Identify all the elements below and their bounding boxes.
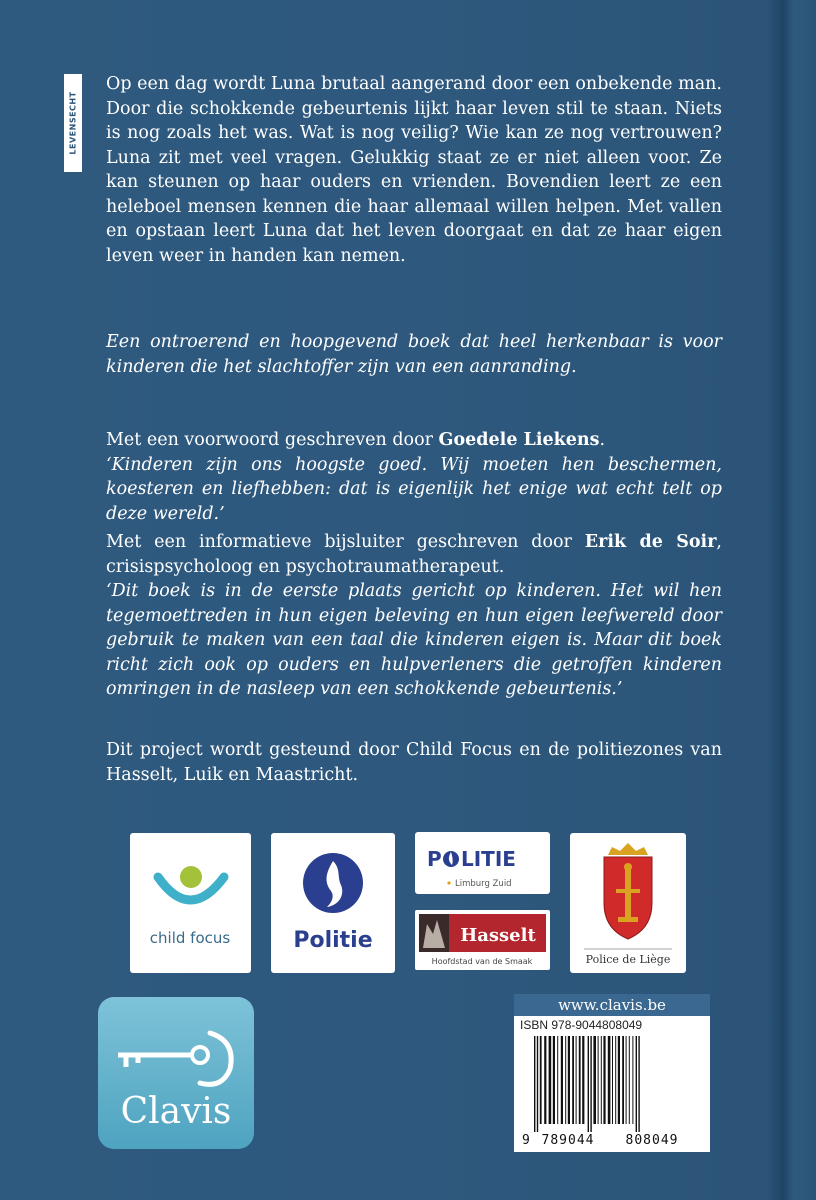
barcode-bar — [565, 1036, 566, 1124]
child-focus-logo — [130, 833, 251, 973]
barcode-bar — [576, 1036, 577, 1124]
barcode-block — [514, 994, 710, 1152]
series-tab — [64, 74, 82, 172]
barcode-bar — [608, 1036, 611, 1124]
leaflet-end: , crisispsycholoog en psychotraumatherapeut. — [106, 532, 722, 577]
tagline — [106, 330, 722, 379]
barcode-bar — [622, 1036, 624, 1124]
publisher-name: Clavis — [120, 1091, 232, 1132]
blurb-paragraph: Op een dag wordt Luna brutaal aangerand door een onbekende man. Door die schokkende gebeurtenis lijkt haar leven stil te staan. Niets is nog zoals het was. Wat is nog veilig? Wie kan ze nog vertrouwen? Luna zit met veel vragen. Gelukkig staat ze er niet alleen voor. Ze kan steunen op haar ouders en vrienden. Bovendien leert ze een heleboel mensen kennen die haar allemaal willen helpen. Met vallen en opstaan leert Luna dat het leven doorgaat en dat ze haar eigen leven weer in handen kan nemen. — [106, 74, 722, 266]
barcode-lead-digit: 9 — [522, 1133, 530, 1148]
barcode-bar — [593, 1036, 596, 1124]
barcode-bar — [568, 1036, 570, 1124]
support-paragraph: Dit project wordt gesteund door Child Focus en de politiezones van Hasselt, Luik en Maastricht. — [106, 740, 722, 785]
barcode-bar — [626, 1036, 627, 1124]
barcode-bar — [618, 1036, 620, 1124]
barcode-bar — [549, 1036, 552, 1124]
hasselt-logo — [415, 910, 550, 970]
barcode-bar — [553, 1036, 555, 1124]
hasselt-name: Hasselt — [460, 925, 536, 946]
blurb — [106, 72, 722, 268]
foreword-end: . — [599, 430, 606, 450]
foreword-quote: ‘Kinderen zijn ons hoogste goed. Wij moeten hen beschermen, koesteren en liefhebben: dat is eigenlijk het enige wat echt telt op deze wereld.’ — [106, 454, 722, 524]
clavis-publisher-logo — [98, 997, 254, 1149]
barcode-bar — [629, 1036, 630, 1124]
support-text — [106, 738, 722, 787]
leaflet-author: Erik de Soir — [584, 532, 717, 552]
barcode-bar — [557, 1036, 558, 1124]
barcode-bar — [572, 1036, 574, 1124]
barcode-bar — [537, 1036, 538, 1132]
barcode-bar — [588, 1036, 589, 1132]
spine-edge — [782, 0, 816, 1200]
police-liege-logo — [570, 833, 686, 973]
barcode-bar — [561, 1036, 563, 1124]
isbn-text: ISBN 978-9044808049 — [520, 1018, 643, 1032]
politie-limburg-zuid-logo — [415, 832, 550, 894]
police-liege-name: Police de Liège — [585, 953, 671, 966]
barcode-bar — [540, 1036, 542, 1124]
foreword-intro: Met een voorwoord geschreven door — [106, 430, 439, 450]
tagline-text: Een ontroerend en hoopgevend boek dat heel herkenbaar is voor kinderen die het slachtoffer zijn van een aanranding. — [106, 332, 722, 377]
politie-lz-subtitle: Limburg Zuid — [455, 879, 512, 889]
barcode-bar — [598, 1036, 599, 1124]
politie-name: Politie — [293, 928, 373, 953]
leaflet-intro: Met een informatieve bijsluiter geschreven door — [106, 532, 585, 552]
politie-logo — [271, 833, 395, 973]
barcode-bar — [590, 1036, 591, 1132]
barcode-bar — [579, 1036, 581, 1124]
politie-lz-word: LITIE — [461, 847, 516, 871]
barcode-bar — [632, 1036, 633, 1124]
barcode-right-group: 808049 — [625, 1133, 679, 1148]
barcode-bar — [603, 1036, 605, 1124]
series-label: LEVENSECHT — [68, 91, 78, 155]
barcode-bar — [615, 1036, 616, 1124]
barcode-bar — [582, 1036, 584, 1124]
barcode-bar — [638, 1036, 639, 1132]
leaflet-section — [106, 530, 722, 702]
barcode-bar — [534, 1036, 535, 1132]
barcode-bar — [601, 1036, 602, 1124]
barcode — [514, 1032, 710, 1150]
barcode-bar — [612, 1036, 613, 1124]
politie-lz-letter: P — [427, 847, 442, 871]
barcode-left-group: 789044 — [541, 1133, 595, 1148]
barcode-bar — [636, 1036, 637, 1132]
leaflet-quote: ‘Dit boek is in de eerste plaats gericht op kinderen. Het wil hen tegemoettreden in hun eigen beleving en hun eigen leefwereld door gebruik te maken van een taal die kinderen eigen is. Maar dit boek richt zich ook op ouders en hulpverleners die getroffen kinderen omringen in de nasleep van een schokkende gebeurtenis.’ — [106, 581, 722, 699]
hasselt-subtitle: Hoofdstad van de Smaak — [431, 957, 533, 966]
child-focus-name: child focus — [149, 929, 231, 947]
foreword-author: Goedele Liekens — [438, 430, 600, 450]
publisher-url: www.clavis.be — [514, 994, 710, 1016]
foreword-section — [106, 428, 722, 526]
barcode-bar — [544, 1036, 546, 1124]
